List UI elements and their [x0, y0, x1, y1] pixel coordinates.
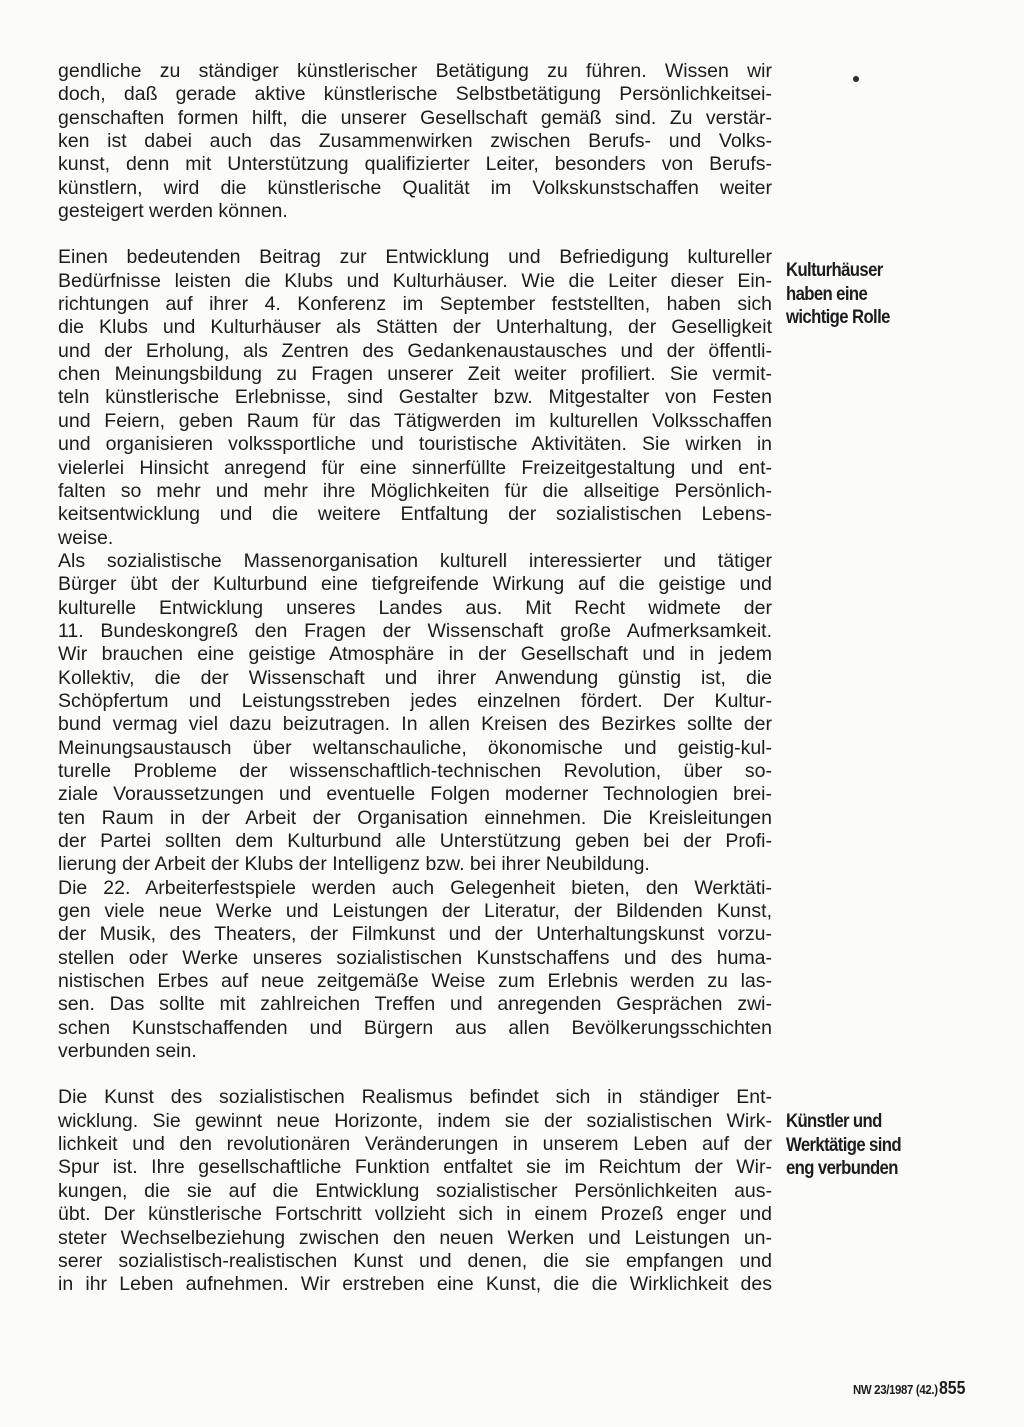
text-line: teln künstlerische Erlebnisse, sind Gestalter bzw. Mitgestalter von Festen — [58, 386, 772, 409]
paragraph-4 — [58, 877, 772, 1064]
text-line: und der Erholung, als Zentren des Gedankenaustausches und der öffentli- — [58, 339, 772, 362]
paragraph-1 — [58, 60, 772, 223]
margin-note-line: wichtige Rolle — [786, 307, 890, 328]
margin-note-kuenstler — [786, 1110, 927, 1181]
text-line: Einen bedeutenden Beitrag zur Entwicklung und Befriedigung kultureller — [58, 246, 772, 269]
text-line: Spur ist. Ihre gesellschaftliche Funktion entfaltet sie im Reichtum der Wir- — [58, 1156, 772, 1179]
text-line: und Feiern, geben Raum für das Tätigwerden im kulturellen Volksschaffen — [58, 409, 772, 432]
text-line: der Partei sollten dem Kulturbund alle Unterstützung geben bei der Profi- — [58, 830, 772, 852]
text-line: gesteigert werden können. — [58, 200, 288, 223]
text-line: steter Wechselbeziehung zwischen den neuen Werken und Leistungen un- — [58, 1226, 772, 1249]
text-line: übt. Der künstlerische Fortschritt vollzieht sich in einem Prozeß enger und — [58, 1203, 772, 1226]
text-line: Meinungsaustausch über weltanschauliche, ökonomische und geistig-kul- — [58, 736, 772, 759]
margin-note-line: eng verbunden — [786, 1158, 898, 1179]
text-line: ten Raum in der Arbeit der Organisation einnehmen. Die Kreisleitungen — [58, 806, 772, 829]
page-number: 855 — [939, 1378, 966, 1398]
text-line: gen viele neue Werke und Leistungen der Literatur, der Bildenden Kunst, — [58, 900, 772, 923]
text-line: keitsentwicklung und die weitere Entfaltung der sozialistischen Lebens- — [58, 503, 772, 526]
margin-note-line: Werktätige sind — [786, 1134, 901, 1156]
paragraph-2 — [58, 246, 772, 549]
text-line: 11. Bundeskongreß den Fragen der Wissenschaft große Aufmerksamkeit. — [58, 619, 772, 642]
text-line: richtungen auf ihrer 4. Konferenz im September feststellten, haben sich — [58, 293, 772, 316]
text-line: weise. — [58, 526, 114, 549]
text-line: kunst, denn mit Unterstützung qualifizierter Leiter, besonders von Berufs- — [58, 153, 772, 176]
text-line: vielerlei Hinsicht anregend für eine sinnerfüllte Freizeitgestaltung und ent- — [58, 456, 772, 479]
text-line: Bedürfnisse leisten die Klubs und Kulturhäuser. Wie die Leiter dieser Ein- — [58, 269, 772, 292]
text-line: wicklung. Sie gewinnt neue Horizonte, indem sie der sozialistischen Wirk- — [58, 1109, 772, 1132]
margin-note-line: Künstler und — [786, 1111, 882, 1132]
text-line: Wir brauchen eine geistige Atmosphäre in der Gesellschaft und in jedem — [58, 643, 772, 666]
paragraph-3 — [58, 550, 772, 877]
margin-note-line: Kulturhäuser — [786, 260, 883, 281]
text-line: stellen oder Werke unseres sozialistischen Kunstschaffens und des huma- — [58, 946, 772, 969]
text-line: genschaften formen hilft, die unserer Gesellschaft gemäß sind. Zu verstär- — [58, 106, 772, 129]
text-line: in ihr Leben aufnehmen. Wir erstreben eine Kunst, die die Wirklichkeit des — [58, 1273, 772, 1296]
issue-reference: NW 23/1987 (42.) — [853, 1382, 938, 1397]
text-line: chen Meinungsbildung zu Fragen unserer Zeit weiter profiliert. Sie vermit- — [58, 363, 772, 386]
text-line: serer sozialistisch-realistischen Kunst und denen, die sie empfangen und — [58, 1249, 772, 1272]
text-line: sen. Das sollte mit zahlreichen Treffen und anregenden Gesprächen zwi- — [58, 993, 772, 1016]
text-line: Die 22. Arbeiterfestspiele werden auch Gelegenheit bieten, den Werktäti- — [58, 876, 772, 899]
text-line: Kollektiv, die der Wissenschaft und ihrer Anwendung günstig ist, die — [58, 666, 772, 689]
text-line: schen Kunstschaffenden und Bürgern aus allen Bevölkerungsschichten — [58, 1016, 772, 1039]
text-line: verbunden sein. — [58, 1040, 197, 1063]
text-line: künstlern, wird die künstlerische Qualität im Volkskunstschaffen weiter — [58, 176, 772, 199]
text-line: doch, daß gerade aktive künstlerische Selbstbetätigung Persönlichkeitsei- — [58, 83, 772, 106]
text-line: gendliche zu ständiger künstlerischer Betätigung zu führen. Wissen wir — [58, 60, 772, 82]
text-line: und organisieren volkssportliche und touristische Aktivitäten. Sie wirken in — [58, 433, 772, 456]
text-line: ken ist dabei auch das Zusammenwirken zwischen Berufs- und Volks- — [58, 130, 772, 153]
text-line: Schöpfertum und Leistungsstreben jedes einzelnen fördert. Der Kultur- — [58, 689, 772, 712]
margin-note-kulturhaeuser — [786, 259, 927, 330]
text-line: ziale Voraussetzungen und eventuelle Folgen moderner Technologien brei- — [58, 783, 772, 806]
text-line: Bürger übt der Kulturbund eine tiefgreifende Wirkung auf die geistige und — [58, 573, 772, 596]
margin-note-line: haben eine — [786, 283, 868, 305]
text-line: Die Kunst des sozialistischen Realismus befindet sich in ständiger Ent- — [58, 1086, 772, 1109]
paragraph-5 — [58, 1086, 772, 1296]
text-line: kungen, die sie auf die Entwicklung sozialistischer Persönlichkeiten aus- — [58, 1179, 772, 1202]
ink-speck — [853, 76, 859, 82]
text-line: nistischen Erbes auf neue zeitgemäße Weise zum Erlebnis werden zu las- — [58, 970, 772, 993]
text-line: bund vermag viel dazu beizutragen. In allen Kreisen des Bezirkes sollte der — [58, 713, 772, 736]
text-line: der Musik, des Theaters, der Filmkunst und der Unterhaltungskunst vorzu- — [58, 923, 772, 946]
text-line: lierung der Arbeit der Klubs der Intelligenz bzw. bei ihrer Neubildung. — [58, 853, 650, 876]
text-line: Als sozialistische Massenorganisation kulturell interessierter und tätiger — [58, 549, 772, 572]
text-line: kulturelle Entwicklung unseres Landes aus. Mit Recht widmete der — [58, 596, 772, 619]
text-line: die Klubs und Kulturhäuser als Stätten der Unterhaltung, der Geselligkeit — [58, 316, 772, 339]
text-line: lichkeit und den revolutionären Veränderungen in unserem Leben auf der — [58, 1133, 772, 1156]
text-line: turelle Probleme der wissenschaftlich-technischen Revolution, über so- — [58, 759, 772, 782]
text-line: falten so mehr und mehr ihre Möglichkeiten für die allseitige Persönlich- — [58, 479, 772, 502]
body-text-column — [58, 60, 772, 1297]
